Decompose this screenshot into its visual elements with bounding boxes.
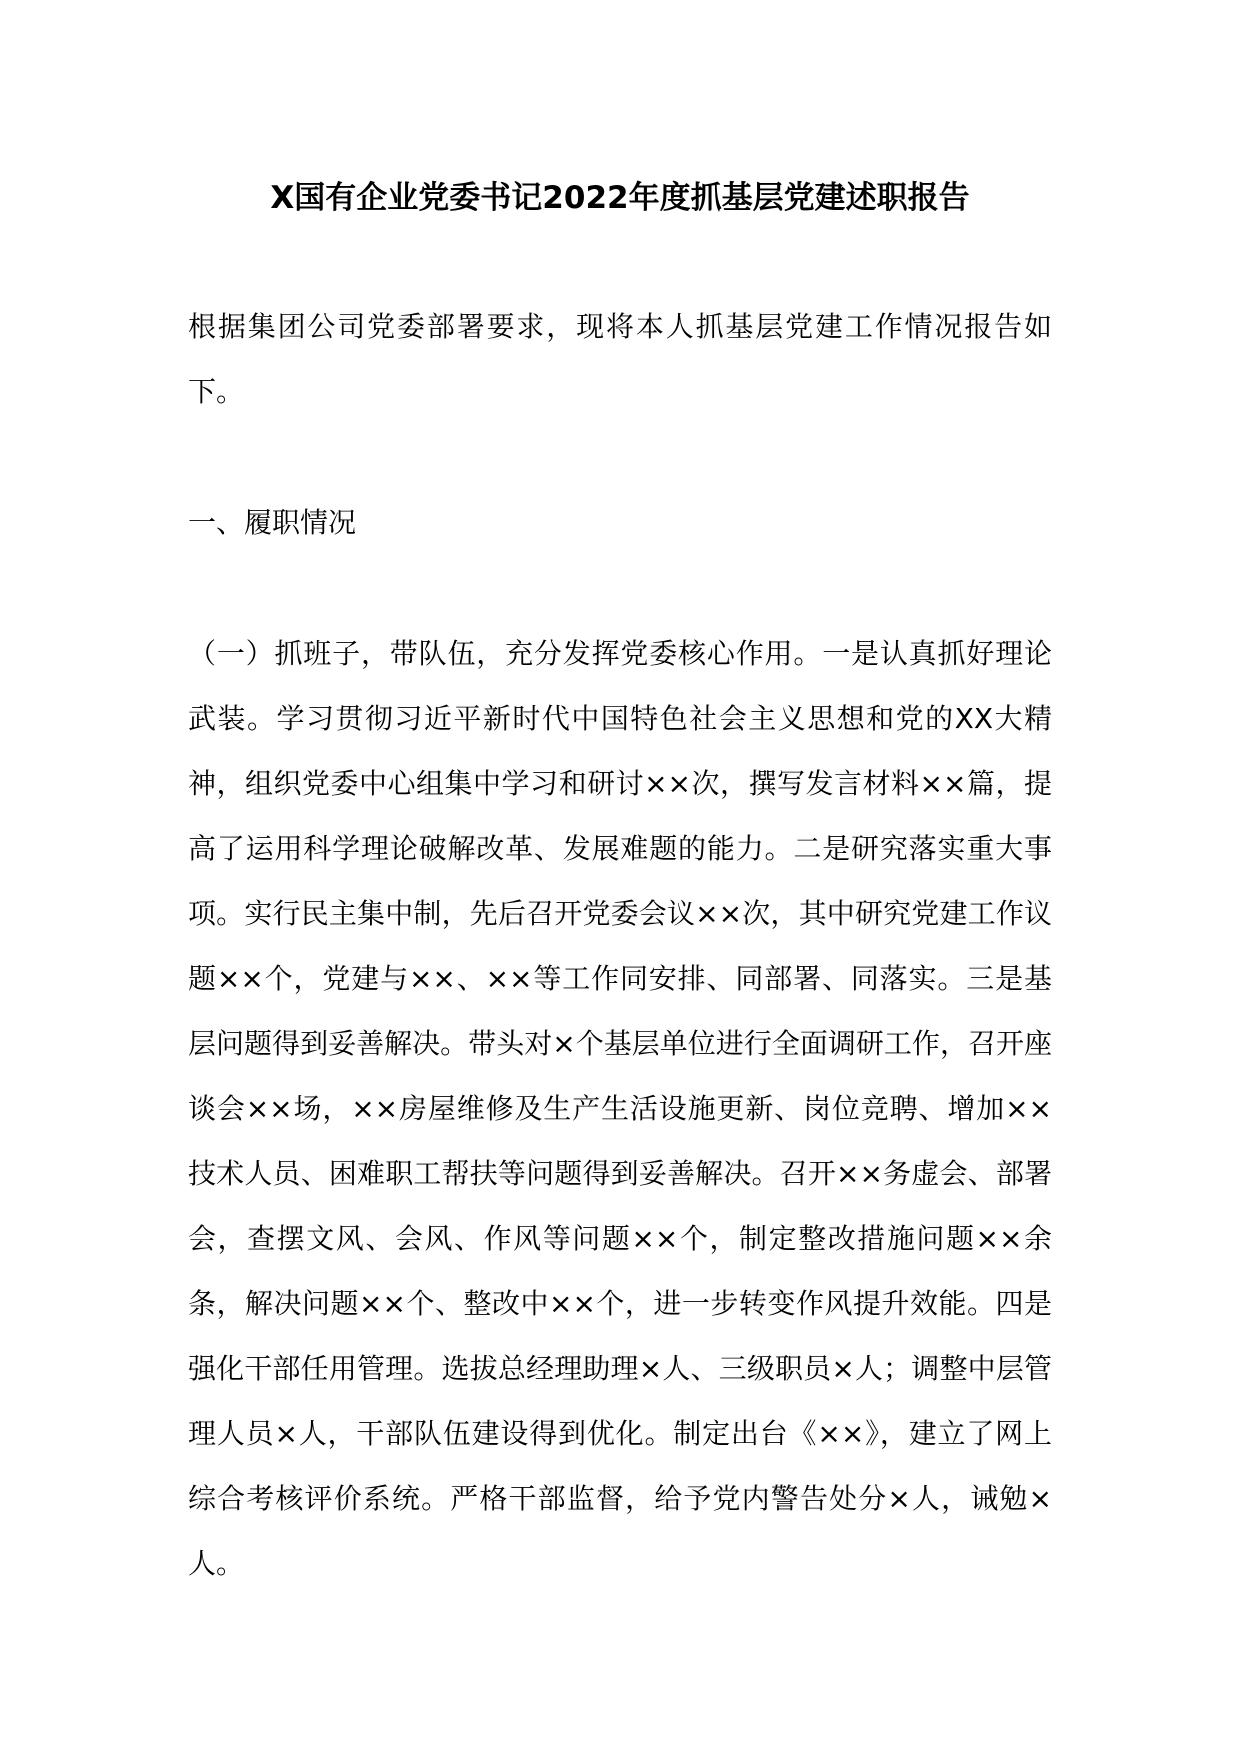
section-heading: 一、履职情况 [188,506,357,539]
section-body-paragraph: （一）抓班子，带队伍，充分发挥党委核心作用。一是认真抓好理论武装。学习贯彻习近平新时代中国特色社会主义思想和党的XX大精神，组织党委中心组集中学习和研讨××次，撰写发言材料××篇，提高了运用科学理论破解改革、发展难题的能力。二是研究落实重大事项。实行民主集中制，先后召开党委会议××次，其中研究党建工作议题××个，党建与××、××等工作同安排、同部署、同落实。三是基层问题得到妥善解决。带头对×个基层单位进行全面调研工作，召开座谈会××场，××房屋维修及生产生活设施更新、岗位竞聘、增加××技术人员、困难职工帮扶等问题得到妥善解决。召开××务虚会、部署会，查摆文风、会风、作风等问题××个，制定整改措施问题××余条，解决问题××个、整改中××个，进一步转变作风提升效能。四是强化干部任用管理。选拔总经理助理×人、三级职员×人；调整中层管理人员×人，干部队伍建设得到优化。制定出台《××》，建立了网上综合考核评价系统。严格干部监督，给予党内警告处分×人，诫勉×人。 [188,637,1052,1580]
document-title: X国有企业党委书记2022年度抓基层党建述职报告 [270,180,970,216]
intro-paragraph: 根据集团公司党委部署要求，现将本人抓基层党建工作情况报告如下。 [188,310,1052,408]
